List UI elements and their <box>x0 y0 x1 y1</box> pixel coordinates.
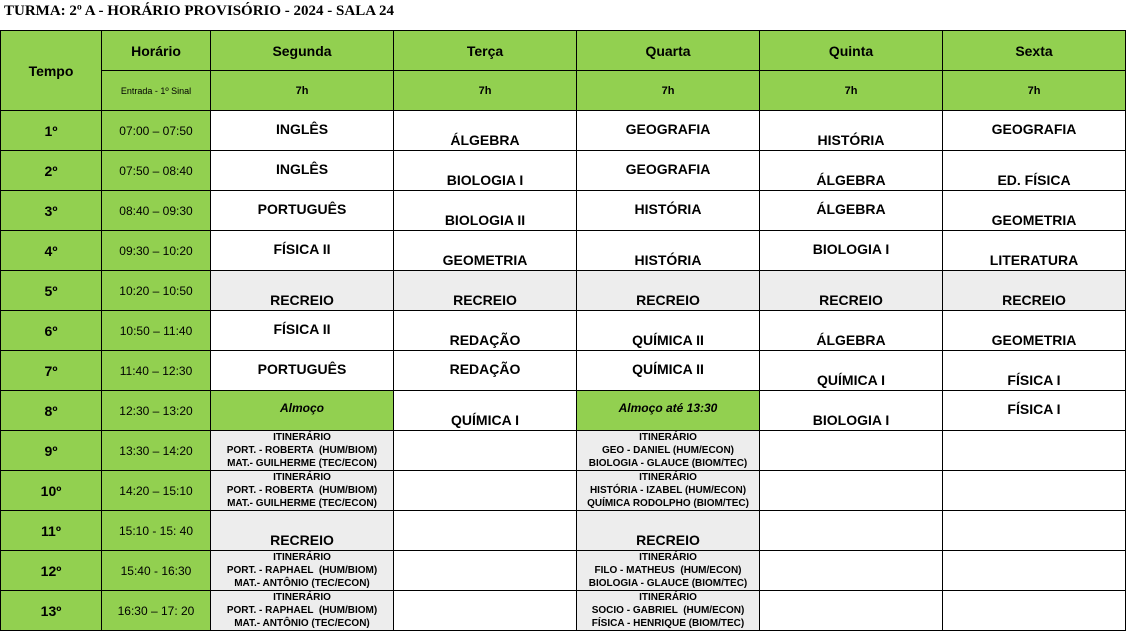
table-row <box>1 311 1126 351</box>
table-row <box>1 231 1126 271</box>
period-number: 9º <box>1 431 102 471</box>
period-time: 10:20 – 10:50 <box>102 271 211 311</box>
class-cell: HISTÓRIA <box>577 231 760 271</box>
table-row <box>1 591 1126 631</box>
class-cell: REDAÇÃO <box>394 351 577 391</box>
horario-header: Horário <box>102 31 211 71</box>
empty-cell <box>943 591 1126 631</box>
empty-cell <box>943 471 1126 511</box>
class-cell: BIOLOGIA I <box>394 151 577 191</box>
recess-cell: RECREIO <box>394 271 577 311</box>
table-row <box>1 151 1126 191</box>
period-number: 12º <box>1 551 102 591</box>
class-cell: PORTUGUÊS <box>211 191 394 231</box>
period-time: 15:10 - 15: 40 <box>102 511 211 551</box>
class-cell: FÍSICA I <box>943 351 1126 391</box>
recess-cell: RECREIO <box>577 511 760 551</box>
class-cell: ED. FÍSICA <box>943 151 1126 191</box>
period-time: 08:40 – 09:30 <box>102 191 211 231</box>
itinerary-cell: ITINERÁRIO PORT. - RAPHAEL (HUM/BIOM) MAT.- ANTÔNIO (TEC/ECON) <box>211 551 394 591</box>
schedule-table <box>0 30 1126 631</box>
hour-quinta: 7h <box>760 71 943 111</box>
empty-cell <box>394 551 577 591</box>
entrada-label: Entrada - 1º Sinal <box>102 71 211 111</box>
period-time: 12:30 – 13:20 <box>102 391 211 431</box>
class-cell: QUÍMICA II <box>577 351 760 391</box>
period-number: 7º <box>1 351 102 391</box>
period-time: 07:50 – 08:40 <box>102 151 211 191</box>
table-row <box>1 191 1126 231</box>
class-cell: BIOLOGIA I <box>760 391 943 431</box>
period-number: 8º <box>1 391 102 431</box>
period-time: 13:30 – 14:20 <box>102 431 211 471</box>
table-row <box>1 511 1126 551</box>
empty-cell <box>394 511 577 551</box>
class-cell: ÁLGEBRA <box>760 151 943 191</box>
lunch-cell: Almoço até 13:30 <box>577 391 760 431</box>
class-cell: HISTÓRIA <box>577 191 760 231</box>
period-number: 1º <box>1 111 102 151</box>
table-row <box>1 431 1126 471</box>
day-header-segunda: Segunda <box>211 31 394 71</box>
class-cell: INGLÊS <box>211 111 394 151</box>
class-cell: BIOLOGIA I <box>760 231 943 271</box>
recess-cell: RECREIO <box>760 271 943 311</box>
class-cell: GEOMETRIA <box>394 231 577 271</box>
table-row <box>1 391 1126 431</box>
tempo-header: Tempo <box>1 31 102 111</box>
class-cell: INGLÊS <box>211 151 394 191</box>
period-time: 10:50 – 11:40 <box>102 311 211 351</box>
itinerary-cell: ITINERÁRIO FILO - MATHEUS (HUM/ECON) BIOLOGIA - GLAUCE (BIOM/TEC) <box>577 551 760 591</box>
class-cell: FÍSICA II <box>211 231 394 271</box>
empty-cell <box>943 431 1126 471</box>
period-time: 11:40 – 12:30 <box>102 351 211 391</box>
class-cell: QUÍMICA I <box>760 351 943 391</box>
class-cell: GEOGRAFIA <box>577 111 760 151</box>
class-cell: REDAÇÃO <box>394 311 577 351</box>
period-time: 14:20 – 15:10 <box>102 471 211 511</box>
class-cell: ÁLGEBRA <box>394 111 577 151</box>
period-time: 07:00 – 07:50 <box>102 111 211 151</box>
period-number: 13º <box>1 591 102 631</box>
period-number: 4º <box>1 231 102 271</box>
itinerary-cell: ITINERÁRIO GEO - DANIEL (HUM/ECON) BIOLOGIA - GLAUCE (BIOM/TEC) <box>577 431 760 471</box>
period-time: 15:40 - 16:30 <box>102 551 211 591</box>
class-cell: QUÍMICA I <box>394 391 577 431</box>
recess-cell: RECREIO <box>211 271 394 311</box>
period-number: 11º <box>1 511 102 551</box>
class-cell: GEOMETRIA <box>943 191 1126 231</box>
day-header-quinta: Quinta <box>760 31 943 71</box>
class-cell: FÍSICA II <box>211 311 394 351</box>
class-cell: ÁLGEBRA <box>760 191 943 231</box>
hour-segunda: 7h <box>211 71 394 111</box>
page-title: TURMA: 2º A - HORÁRIO PROVISÓRIO - 2024 - SALA 24 <box>4 3 394 19</box>
period-number: 10º <box>1 471 102 511</box>
day-header-terca: Terça <box>394 31 577 71</box>
period-number: 2º <box>1 151 102 191</box>
class-cell: GEOMETRIA <box>943 311 1126 351</box>
table-row <box>1 471 1126 511</box>
empty-cell <box>943 511 1126 551</box>
empty-cell <box>760 591 943 631</box>
class-cell: FÍSICA I <box>943 391 1126 431</box>
day-header-sexta: Sexta <box>943 31 1126 71</box>
hour-terca: 7h <box>394 71 577 111</box>
table-row <box>1 351 1126 391</box>
table-row <box>1 271 1126 311</box>
recess-cell: RECREIO <box>211 511 394 551</box>
class-cell: ÁLGEBRA <box>760 311 943 351</box>
empty-cell <box>760 431 943 471</box>
class-cell: HISTÓRIA <box>760 111 943 151</box>
empty-cell <box>394 431 577 471</box>
hour-sexta: 7h <box>943 71 1126 111</box>
empty-cell <box>760 551 943 591</box>
period-time: 09:30 – 10:20 <box>102 231 211 271</box>
empty-cell <box>394 471 577 511</box>
period-number: 3º <box>1 191 102 231</box>
class-cell: BIOLOGIA II <box>394 191 577 231</box>
recess-cell: RECREIO <box>577 271 760 311</box>
itinerary-cell: ITINERÁRIO PORT. - ROBERTA (HUM/BIOM) MAT.- GUILHERME (TEC/ECON) <box>211 431 394 471</box>
recess-cell: RECREIO <box>943 271 1126 311</box>
period-number: 5º <box>1 271 102 311</box>
empty-cell <box>760 471 943 511</box>
class-cell: QUÍMICA II <box>577 311 760 351</box>
class-cell: GEOGRAFIA <box>577 151 760 191</box>
empty-cell <box>394 591 577 631</box>
table-row <box>1 111 1126 151</box>
itinerary-cell: ITINERÁRIO PORT. - ROBERTA (HUM/BIOM) MAT.- GUILHERME (TEC/ECON) <box>211 471 394 511</box>
day-header-quarta: Quarta <box>577 31 760 71</box>
itinerary-cell: ITINERÁRIO HISTÓRIA - IZABEL (HUM/ECON) QUÍMICA RODOLPHO (BIOM/TEC) <box>577 471 760 511</box>
period-time: 16:30 – 17: 20 <box>102 591 211 631</box>
class-cell: LITERATURA <box>943 231 1126 271</box>
class-cell: PORTUGUÊS <box>211 351 394 391</box>
table-row <box>1 551 1126 591</box>
empty-cell <box>760 511 943 551</box>
itinerary-cell: ITINERÁRIO PORT. - RAPHAEL (HUM/BIOM) MAT.- ANTÔNIO (TEC/ECON) <box>211 591 394 631</box>
class-cell: GEOGRAFIA <box>943 111 1126 151</box>
lunch-cell: Almoço <box>211 391 394 431</box>
empty-cell <box>943 551 1126 591</box>
hour-quarta: 7h <box>577 71 760 111</box>
itinerary-cell: ITINERÁRIO SOCIO - GABRIEL (HUM/ECON) FÍSICA - HENRIQUE (BIOM/TEC) <box>577 591 760 631</box>
period-number: 6º <box>1 311 102 351</box>
